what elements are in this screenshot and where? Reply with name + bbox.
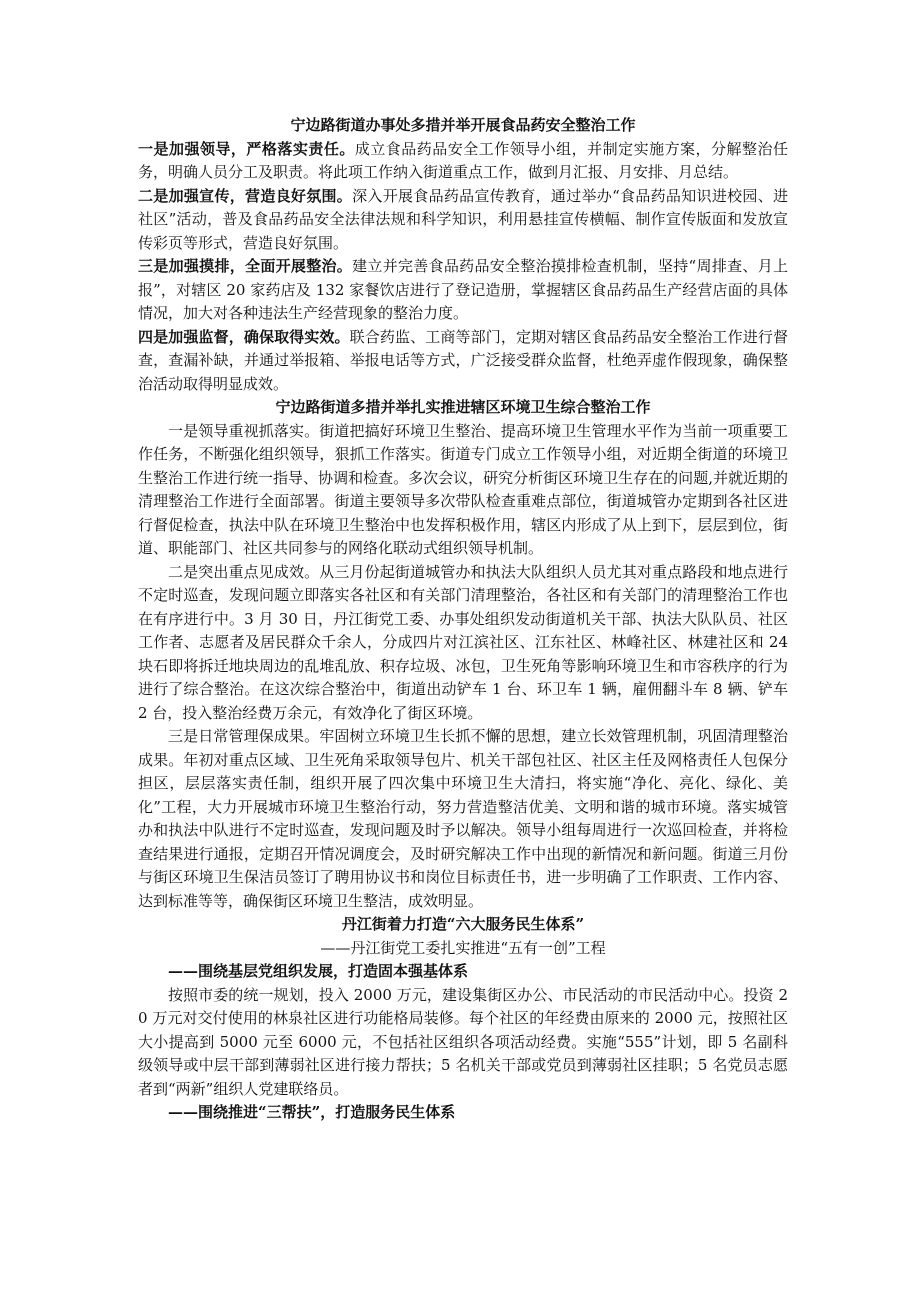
paragraph-text: 成立食品药品安全工作领导小组，并制定实施方案，分解整治任务，明确人员分工及职责。将此项工作纳入街道重点工作，做到月汇报、月安排、月总结。	[138, 139, 788, 181]
section2-title: 宁边路街道多措并举扎实推进辖区环境卫生综合整治工作	[275, 398, 651, 416]
section1-paragraph	[138, 326, 788, 397]
paragraph-lead: 一是加强领导，严格落实责任。	[138, 139, 355, 158]
paragraph-lead: 三是加强摸排，全面开展整治。	[138, 257, 353, 275]
section3-heading: ——围绕推进“三帮扶”，打造服务民生体系	[168, 1103, 456, 1121]
paragraph-text: 建立并完善食品药品安全整治摸排检查机制，坚持“周排查、月上报”，对辖区 20 家药店及 132 家餐饮店进行了登记造册，掌握辖区食品药品生产经营店面的具体情况，加大对各种违法生产经营现象的整治力度。	[138, 257, 788, 322]
section1-title: 宁边路街道办事处多措并举开展食品药安全整治工作	[290, 116, 636, 134]
paragraph-text: 深入开展食品药品宣传教育，通过举办“食品药品知识进校园、进社区”活动，普及食品药品安全法律法规和科学知识，利用悬挂宣传横幅、制作宣传版面和发放宣传彩页等形式，营造良好氛围。	[138, 186, 788, 252]
section2-paragraph: 二是突出重点见成效。从三月份起街道城管办和执法大队组织人员尤其对重点路段和地点进行不定时巡查，发现问题立即落实各社区和有关部门清理整治，各社区和有关部门的清理整治工作也在有序进行中。3 月 30 日，丹江街党工委、办事处组织发动街道机关干部、执法大队队员、社区工作者、志愿者及居民群众千余人，分成四片对江滨社区、江东社区、林峰社区、林建社区和 24 块石即将拆迁地块周边的乱堆乱放、积存垃圾、冰包，卫生死角等影响环境卫生和市容秩序的行为进行了综合整治。在这次综合整治中，街道出动铲车 1 台、环卫车 1 辆，雇佣翻斗车 8 辆、铲车 2 台，投入整治经费万余元，有效净化了街区环境。	[138, 562, 788, 722]
section2-paragraph: 三是日常管理保成果。牢固树立环境卫生长抓不懈的思想，建立长效管理机制，巩固清理整治成果。年初对重点区域、卫生死角采取领导包片、机关干部包社区、社区主任及网格责任人包保分担区，层层落实责任制，组织开展了四次集中环境卫生大清扫，将实施“净化、亮化、绿化、美化”工程，大力开展城市环境卫生整治行动，努力营造整洁优美、文明和谐的城市环境。落实城管办和执法中队进行不定时巡查，发现问题及时予以解决。领导小组每周进行一次巡回检查，并将检查结果进行通报，定期召开情况调度会，及时研究解决工作中出现的新情况和新问题。街道三月份与街区环境卫生保洁员签订了聘用协议书和岗位目标责任书，进一步明确了工作职责、工作内容、达到标准等等，确保街区环境卫生整洁，成效明显。	[138, 727, 788, 910]
paragraph-lead: 二是加强宣传，营造良好氛围。	[138, 186, 353, 205]
section2-paragraph: 一是领导重视抓落实。街道把搞好环境卫生整治、提高环境卫生管理水平作为当前一项重要工作任务，不断强化组织领导，狠抓工作落实。街道专门成立工作领导小组，对近期全街道的环境卫生整治工作进行统一指导、协调和检查。多次会议，研究分析街区环境卫生存在的问题,并就近期的清理整治工作进行全面部署。街道主要领导多次带队检查重难点部位，街道城管办定期到各社区进行督促检查，执法中队在环境卫生整治中也发挥积极作用，辖区内形成了从上到下，层层到位，街道、职能部门、社区共同参与的网络化联动式组织领导机制。	[138, 421, 788, 557]
section3-heading: ——围绕基层党组织发展，打造固本强基体系	[168, 962, 469, 980]
section3-title: 丹江街着力打造“六大服务民生体系”	[341, 915, 585, 933]
paragraph-text: 联合药监、工商等部门，定期对辖区食品药品安全整治工作进行督查，查漏补缺，并通过举报箱、举报电话等方式，广泛接受群众监督，杜绝弄虚作假现象，确保整治活动取得明显成效。	[138, 327, 788, 393]
section1-paragraph	[138, 255, 788, 326]
paragraph-lead: 四是加强监督，确保取得实效。	[138, 327, 350, 346]
section3-paragraph: 按照市委的统一规划，投入 2000 万元，建设集街区办公、市民活动的市民活动中心。投资 20 万元对交付使用的林泉社区进行功能格局装修。每个社区的年经费由原来的 2000 元，按照社区大小提高到 5000 元至 6000 元，不包括社区组织各项活动经费。实施“555”计划，即 5 名副科级领导或中层干部到薄弱社区进行接力帮扶；5 名机关干部或党员到薄弱社区挂职；5 名党员志愿者到“两新”组织人党建联络员。	[138, 985, 788, 1098]
section1-paragraph	[138, 185, 788, 256]
section1-paragraph	[138, 138, 788, 185]
document-content	[138, 114, 788, 1125]
section3-subtitle: ——丹江街党工委扎实推进“五有一创”工程	[320, 938, 606, 957]
